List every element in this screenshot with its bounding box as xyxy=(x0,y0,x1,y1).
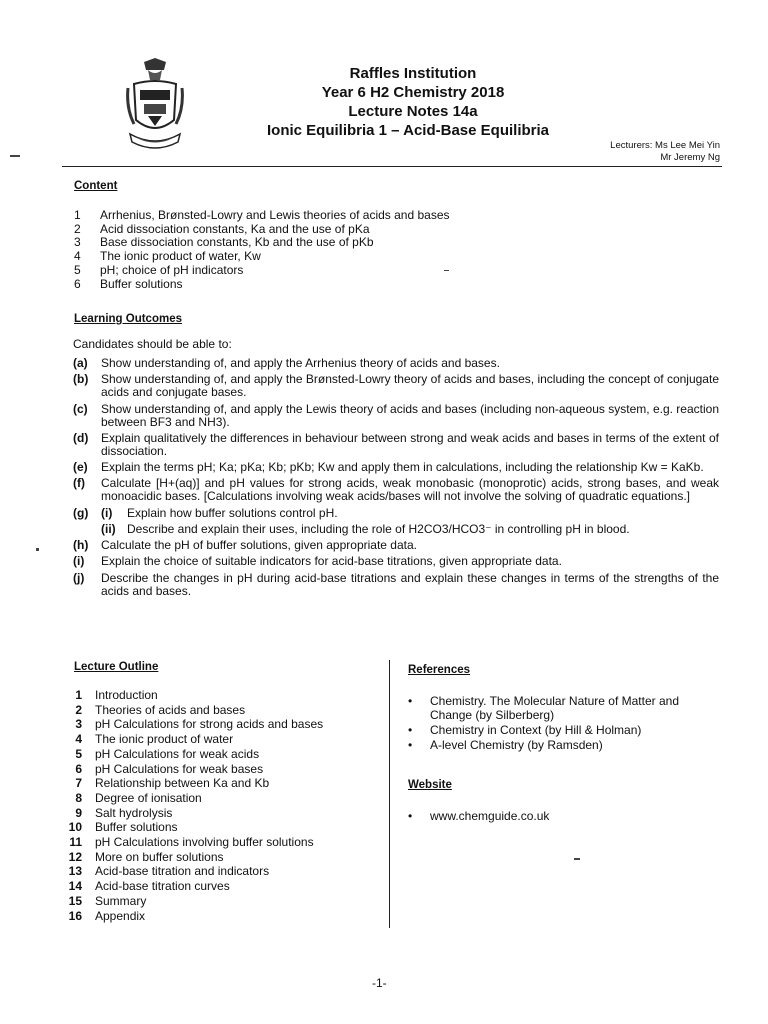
header-divider xyxy=(62,166,722,167)
list-item: (c) Show understanding of, and apply the Lewis theory of acids and bases (including non-aqueous system, e.g. reaction between BF3 and NH3). xyxy=(73,401,719,429)
learning-outcomes-intro: Candidates should be able to: xyxy=(73,337,232,351)
list-item: 4 The ionic product of water, Kw xyxy=(74,249,261,264)
page-number: -1- xyxy=(372,976,387,990)
scan-mark xyxy=(10,155,20,157)
content-list xyxy=(74,209,634,291)
list-item: (h) Calculate the pH of buffer solutions, given appropriate data. xyxy=(73,538,417,553)
references-heading: References xyxy=(408,664,471,676)
list-item: (d) Explain qualitatively the differences in behaviour between strong and weak acids and bases in terms of the extent of dissociation. xyxy=(73,430,719,458)
list-item: 9 Salt hydrolysis xyxy=(75,805,173,820)
list-item: 2 Acid dissociation constants, Ka and the use of pKa xyxy=(74,221,370,236)
list-item: (b) Show understanding of, and apply the Brønsted-Lowry theory of acids and bases, including the concept of conjugate acids and conjugate bases. xyxy=(73,372,719,400)
sub-item: (ii) Describe and explain their uses, including the role of H2CO3/HCO3⁻ in controlling pH in blood. xyxy=(101,521,630,536)
list-item: 12 More on buffer solutions xyxy=(68,849,224,864)
lecture-outline-heading: Lecture Outline xyxy=(74,661,159,673)
list-item: (e) Explain the terms pH; Ka; pKa; Kb; pKb; Kw and apply them in calculations, including the relationship Kw = KaKb. xyxy=(73,460,704,475)
lecturer-2: Mr Jeremy Ng xyxy=(660,152,720,163)
list-item xyxy=(408,809,708,823)
content-heading: Content xyxy=(74,180,118,192)
list-item: 3 Base dissociation constants, Kb and the use of pKb xyxy=(74,235,374,250)
lecturers xyxy=(610,140,720,164)
list-item: • A-level Chemistry (by Ramsden) xyxy=(408,738,603,752)
list-item: 5 pH Calculations for weak acids xyxy=(75,746,260,761)
bullet-icon: • xyxy=(408,809,413,823)
list-item: 11 pH Calculations involving buffer solutions xyxy=(69,835,314,850)
topic-title: Ionic Equilibria 1 – Acid-Base Equilibria xyxy=(266,122,549,139)
institution-name: Raffles Institution xyxy=(349,65,477,82)
list-item: 10 Buffer solutions xyxy=(68,820,178,835)
bullet-icon: • xyxy=(408,738,413,752)
list-item: 1 Arrhenius, Brønsted-Lowry and Lewis theories of acids and bases xyxy=(74,208,450,222)
website-list xyxy=(408,809,708,824)
list-item: 6 Buffer solutions xyxy=(74,276,183,291)
document-title-block xyxy=(238,64,588,140)
list-item: (a) Show understanding of, and apply the Arrhenius theory of acids and bases. xyxy=(73,356,500,370)
lecturer-1: Lecturers: Ms Lee Mei Yin xyxy=(610,140,720,151)
website-link[interactable]: www.chemguide.co.uk xyxy=(430,809,550,823)
list-item: 4 The ionic product of water xyxy=(75,732,234,747)
scan-mark xyxy=(444,270,449,271)
bullet-icon: • xyxy=(408,723,413,737)
list-item: 2 Theories of acids and bases xyxy=(75,702,246,717)
list-item: • Chemistry in Context (by Hill & Holman) xyxy=(408,723,642,737)
list-item: 15 Summary xyxy=(68,893,147,908)
list-item: 1 Introduction xyxy=(75,688,158,702)
list-item: 16 Appendix xyxy=(68,908,146,923)
list-item: 3 pH Calculations for strong acids and bases xyxy=(75,717,324,732)
learning-outcomes-heading: Learning Outcomes xyxy=(74,313,182,325)
list-item: 8 Degree of ionisation xyxy=(75,790,202,805)
list-item: (f) Calculate [H+(aq)] and pH values for strong acids, weak monobasic (monoprotic) acids, strong bases, and weak monoacidic bases. [Calculations involving weak acids/bases will not involve the solving of quadratic equations.] xyxy=(73,476,719,504)
list-item: (j) Describe the changes in pH during acid-base titrations and explain these changes in terms of the strengths of the acids and bases. xyxy=(73,570,719,598)
bullet-icon: • xyxy=(408,694,413,708)
website-heading: Website xyxy=(408,779,452,791)
list-item: 14 Acid-base titration curves xyxy=(68,879,230,894)
list-item: (g) (i) Explain how buffer solutions control pH. (ii) Describe and explain their uses, including the role of H2CO3/HCO3⁻ in controlling pH in blood. xyxy=(73,507,719,536)
school-crest-logo xyxy=(126,58,184,154)
lecture-outline-list xyxy=(60,688,380,923)
references-list xyxy=(408,694,708,753)
column-divider xyxy=(389,660,390,928)
list-item: 13 Acid-base titration and indicators xyxy=(68,864,270,879)
scan-mark xyxy=(36,548,39,551)
course-title: Year 6 H2 Chemistry 2018 xyxy=(321,84,505,101)
list-item: (i) Explain the choice of suitable indicators for acid-base titrations, given appropriate data. xyxy=(73,554,562,569)
sub-item: (i) Explain how buffer solutions control pH. xyxy=(101,505,338,520)
lecture-notes-title: Lecture Notes 14a xyxy=(348,103,478,120)
scan-mark xyxy=(574,858,580,860)
list-item: 6 pH Calculations for weak bases xyxy=(75,761,264,776)
list-item: 7 Relationship between Ka and Kb xyxy=(75,776,270,791)
list-item: 5 pH; choice of pH indicators xyxy=(74,262,244,277)
list-item: • Chemistry. The Molecular Nature of Matter and Change (by Silberberg) xyxy=(408,694,679,722)
learning-outcomes-list xyxy=(73,338,719,601)
